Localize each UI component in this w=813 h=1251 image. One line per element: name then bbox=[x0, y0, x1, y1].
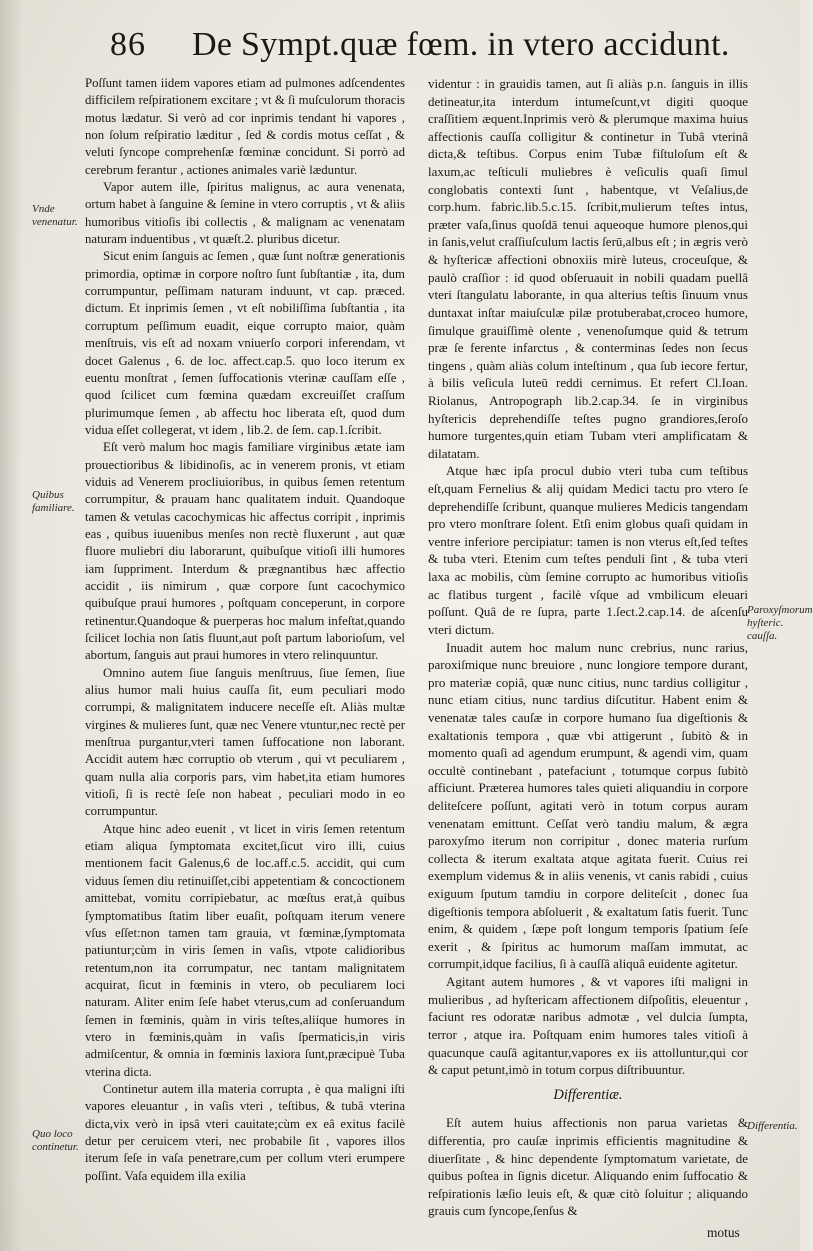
paragraph: Sicut enim ſanguis ac ſemen , quæ ſunt noſtræ generationis primordia, optimæ in corpore noſtro ſunt ſubſtantiæ , ita, dum corrumpuntur, peſſimam naturam induunt, vt cap. præced. dictum. Et inprimis ſemen , vt eſt nobiliſſima ſubſtantia , ita corruptum peſſimum euadit, eique corrupto maior, quàm menſtruis, vis eſt ad noxam vniuerſo corpori inferendam, vt docet Galenus , 6. de loc. affect.cap.5. quo loco iterum ex euentu monſtrat , ſemen ſuffocationis vterinæ cauſſam eſſe , quod ſcilicet cum fœmina quædam excreuiſſet craſſum plurimumque ſemen , ab affectu hoc liberata eſt, quod dum vidua eſſet collegerat, vt idem , lib.2. de ſem. cap.1.ſcribit. bbox=[85, 249, 405, 437]
running-title: De Sympt.quæ fœm. in vtero accidunt. bbox=[192, 26, 730, 63]
paragraph: Eſt autem huius affectionis non parua varietas & differentia, pro cauſæ inprimis efficientis magnitudine & diuerſitate , & hinc dependente ſymptomatum varietate, de quibus poſtea in ſignis dicetur. Aliquando enim ſuffocatio & reſpirationis læſio leuis eſt, & quæ citò ſoluitur ; aliquando grauis cum ſyncope,ſenſus & bbox=[428, 1115, 748, 1219]
catchword: motus bbox=[707, 1225, 740, 1240]
margin-note-paroxysmorum: Paroxyſmorum hyſteric. cauſſa. bbox=[747, 604, 813, 642]
gutter-shadow bbox=[0, 0, 22, 1251]
margin-note-differentia: Differentia. bbox=[747, 1120, 798, 1132]
margin-note-unde: Vnde venenatur. bbox=[32, 203, 78, 228]
page-header bbox=[110, 26, 730, 76]
paragraph: Vapor autem ille, ſpiritus malignus, ac aura venenata, ortum habet à ſanguine & ſemine in vtero corruptis , vt & aliis humoribus vitioſis ibi collectis , & malignam ac venenatam naturam induentibus , vt quæſt.2. pluribus dicetur. bbox=[85, 180, 405, 247]
paragraph: Inuadit autem hoc malum nunc crebrius, nunc rarius, paroxiſmique nunc breuiore , nunc longiore tempore durant, pro materiæ copiâ, quæ nunc citius, nunc tardius colligitur , nunc etiam citius, nunc tardius diſcutitur. Habent enim & venenatæ tales cauſæ in corpore humano ſua digeſtionis & exaltationis tempora , quæ vbi attigerunt , ſubitò & in momento quaſi ad agendum erumpunt, & agendi vim, quam occultè continebant , patefaciunt , totumque corpus ſubitò afficiunt. Præterea humores tales quieti aliquandiu in corpore deliteſcere poſſunt, agitati verò in totum corpus auram venenatam emittunt. Ceſſat verò tandiu malum, & ægra paroxyſmo iterum non corripitur , donec materia rurſum collecta & iterum exaltata atque agitata fuerit. Cuius rei exemplum videmus & in aliis venenis, vt canis rabidi , cuius exiguum ſputum tamdiu in corpore deliteſcit , donec ſua digeſtionis tempora abſoluerit , & exaltatum ſatis fuerit. Tunc enim, & quidem , ſæpe poſt longum temporis ſpatium ſeſe exerit , & ſpiritus ac humorum maſſam immutat, ac corrumpit,idque facilius, ſi à cauſſâ aliquâ euidente agitetur. bbox=[428, 639, 748, 972]
right-column bbox=[428, 75, 748, 1220]
margin-note-quo-loco: Quo loco continetur. bbox=[32, 1128, 79, 1153]
page-number: 86 bbox=[110, 26, 146, 63]
margin-note-quibus: Quibus familiare. bbox=[32, 489, 75, 514]
paragraph: Atque hinc adeo euenit , vt licet in viris ſemen retentum etiam aliqua ſymptomata excitet,ſicut viro illi, cuius mentionem facit Galenus,6 de loc.aff.c.5. accidit, qui cum viduus ſemen diu retinuiſſet,cibi appetentiam & concoctionem amittebat, vomitu corripiebatur, ac mœſtus erat,à quibus ſymptomatibus ſtatim liber euaſit, poſtquam iterum venere vſus eſſet:non tamen tam grauia, vt fœminæ,ſymptomata patiuntur;cùm in viris ſemen in vaſis, vtpote calidioribus retentum,non ita corrumpatur, nec tantam malignitatem acquirat, ſicut in fœminis in vtero, ob peculiarem loci naturam. Aliter enim ſeſe habet vterus,cum ad conſeruandum ſemen in fœminis, quàm in viris teſtes,aliique humores in vtero in fœminis,quàm in vaſis ſpermaticis,in viris admiſcentur, & omnia in fœminis laxiora ſunt,præcipuè Tuba vterina dicta. bbox=[85, 821, 405, 1079]
paragraph: videntur : in grauidis tamen, aut ſi aliàs p.n. ſanguis in illis detineatur,ita interdum intumeſcunt,vt digiti quoque craſſitiem æquent.Inprimis verò & plerumque maxima huius affectionis cauſſa colligitur & continetur in Tubâ vterinâ dicta,& teſtibus. Corpus enim Tubæ fiſtuloſum eſt & laxum,ac teſticuli muliebres è veſiculis quaſi ſimul conglobatis contexti ſunt , habentque, vt Veſalius,de corp.hum. fabric.lib.5.c.15. ſcribit,mulierum teſtes intus, præter vaſa,ſinus quoſdā tenui aqueoque humore plenos,qui in ſanis,velut craſſiuſculum lactis ſerū,albus eſt ; in ægris verò & hyſtericæ affectioni obnoxiis mirè luteus, croceuſque, & paulò craſſior : id quod obſeruauit in nobili quadam puellâ vteri ſtangulatu laborante, in qua alterius teſtis ſinuum vnus duntaxat inſtar maiuſculæ pilæ protuberabat,croceo humore, ſimulque grauiſſimè olente , venenoſumque quid & tetrum præ ſe ferente infarctus , & conterminas ſedes non ſecus tingens , quàm aliàs colum inteſtinum , qua ſub iecore fertur, à bilis veſicula luteū reddi cernimus. Et refert Cl.Ioan. Riolanus, Antropograph lib.2.cap.34. ſe in virginibus hyſtericis deprehendiſſe teſtes pugno grandiores,ſeroſo humore turgentes,quin etiam Tubam vteri amplificatam & dilatatam. bbox=[428, 76, 748, 461]
left-column bbox=[85, 75, 405, 1185]
paragraph: Atque hæc ipſa procul dubio vteri tuba cum teſtibus eſt,quam Fernelius & alij quidam Medici tactu pro vtero ſe deprehendiſſe ſcribunt, quanque mulieres Medicis tangendam pro vtero monſtrare ſolent. Etſi enim globus quaſi quidam in ventre inferiore percipiatur: tamen is non vterus eſt,ſed teſtes & tuba vteri. Etenim cum teſtes penduli ſint , & tuba vteri laxa ac mobilis, cùm ſemine corrupto ac humoribus vitioſis ac flatibus turgent , facilè vſque ad vmbilicum eleuari poſſunt. Quâ de re ſupra, parte 1.ſect.2.cap.14. de aſcenſu vteri dictum. bbox=[428, 463, 748, 637]
paragraph: Omnino autem ſiue ſanguis menſtruus, ſiue ſemen, ſiue alius humor mali huius cauſſa ſit, eum peculiari modo corrumpi, & malignitatem inducere neceſſe eſt. Aliàs multæ virgines & mulieres ſunt, quæ nec Venere vtuntur,nec rectè per menſtrua purgantur,vteri tamen ſuffocatione non laborant. Accidit autem hæc corruptio ob vterum , qui vt peculiarem , quam nulla alia corporis pars, vim habet,ita etiam humores vitioſi, ſi is rectè ſeſe non habeat , peculiari modo in eo corrumpuntur. bbox=[85, 665, 405, 819]
paragraph: Poſſunt tamen iidem vapores etiam ad pulmones adſcendentes difficilem reſpirationem excitare ; vt & ſi muſculorum thoracis motus lædatur. Si verò ad cor inprimis tendant hi vapores , non ſolum reſpiratio læditur , ſed & cordis motus ceſſat , & veluti ſyncope comprehenſæ fœminæ concidunt. Si porrò ad cerebrum ferantur , actiones animales variè læduntur. bbox=[85, 76, 405, 177]
paragraph: Continetur autem illa materia corrupta , è qua maligni iſti vapores eleuantur , in vaſis vteri , teſtibus, & tubâ vterina dicta,vix verò in ipsâ vteri cauitate;cùm ex eâ exitus facilè detur per ceruicem vteri, nec probabile ſit , vapores illos iterum ſeſe in vaſa penetrare,cum per collum vteri erumpere poſſint. Vaſa equidem illa exilia bbox=[85, 1081, 405, 1183]
paragraph: Eſt verò malum hoc magis familiare virginibus ætate iam prouectioribus & libidinoſis, ac in venerem pronis, vt etiam viduis ad Venerem procliuioribus, in quibus ſemen retentum corrumpitur, & prauam hanc qualitatem induit. Quandoque tamen & vetulas cacochymicas hic affectus corripit , inprimis eas , quibus iuuenibus menſes non rectè fluxerunt , aut quæ fluore muliebri diu laborarunt, quibuſque vitioſi illi humores iam ſuppriment. Interdum & prægnantibus hæc affectio accidit , iis nimirum , quæ corpore ſunt cacochymico quibuſque praui humores , poſtquam conceperunt, in corpore retinentur.Quandoque & puerperas hoc malum infeſtat,quando ſcilicet lochia non ſatis fluunt,aut poſt partum laborioſum, vel abortum, ſanguis aut praui humores in vtero relinquuntur. bbox=[85, 440, 405, 663]
paragraph: Agitant autem humores , & vt vapores iſti maligni in mulieribus , ad hyſtericam affectionem diſpoſitis, eleuentur , faciunt res odoratæ naribus admotæ , vel dulcia ſumpta, terror , atque ira. Poſtquam enim humores tales vitioſi à quacunque cauſâ agitantur,vapores ex iis attolluntur,qui cor & caput petunt,imò in totum corpus diſtribuuntur. bbox=[428, 974, 748, 1078]
section-heading: Differentiæ. bbox=[553, 1086, 623, 1103]
